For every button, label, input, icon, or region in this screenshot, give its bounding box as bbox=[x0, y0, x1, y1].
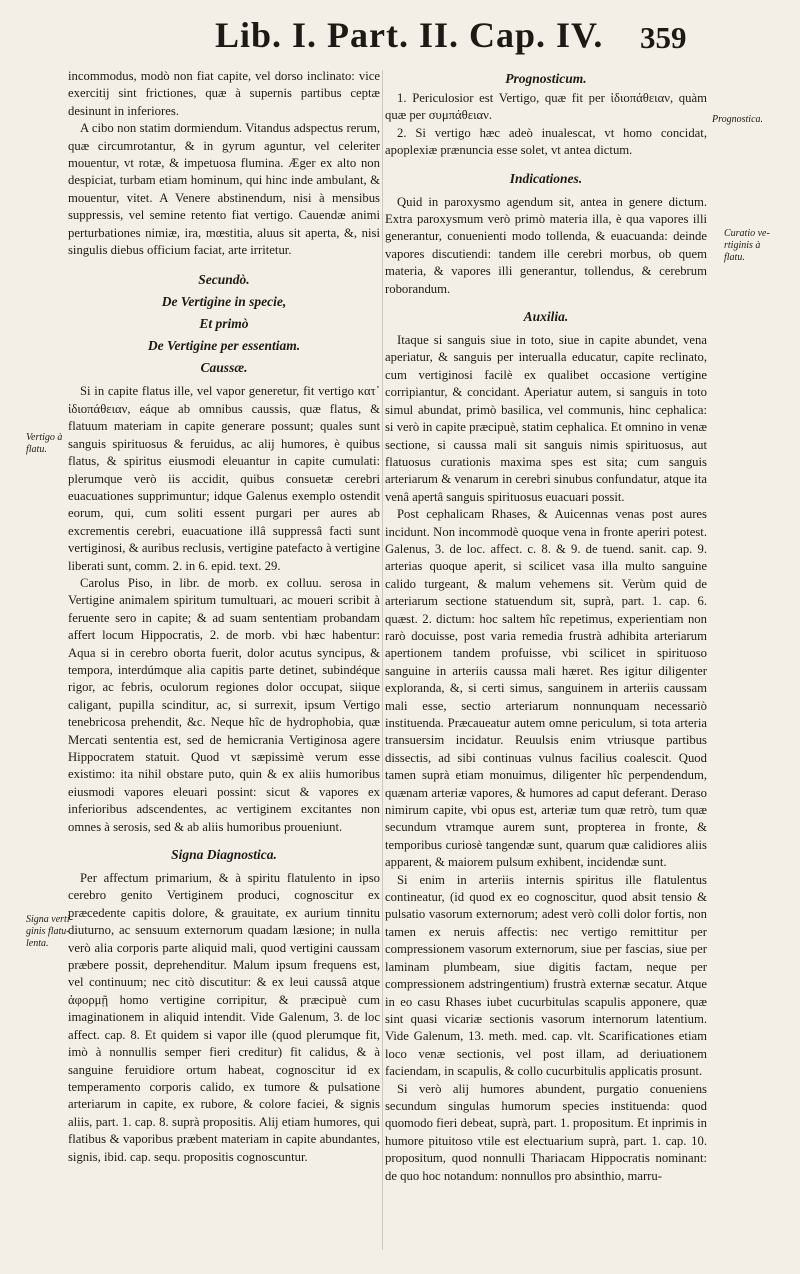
section-heading: Et primò bbox=[199, 316, 249, 332]
paragraph: Si enim in arteriis internis spiritus ille flatulentus contineatur, (id quod ex eo cognoscitur, quod absit tensio & pulsatio vasorum externorum; adest verò colli dolor fortis, non tamen ex neruis affectis: nec vertigo remittitur per compressionem vasorum externorum, siue per fascias, siue per laminam plumbeam, siue digitis factam, neque per compressionem adstringentium) frustrà externæ secatur. Atque in eo casu Rhases iubet cucurbitulas scapulis apponere, quæ sint quasi vicariæ sectionis vasorum internorum latentium. Vide Galenum, 13. meth. med. cap. vlt. Scarificationes etiam loco venæ sectionis, vel post illam, ad deriuationem faciendam, in scapulis, & collo cucurbitulis applicatis prosunt. bbox=[385, 872, 707, 1079]
section-heading: Auxilia. bbox=[523, 309, 569, 325]
margin-note-vertigo bbox=[26, 432, 62, 456]
margin-note-line: rtiginis à bbox=[724, 240, 761, 251]
right-column bbox=[385, 68, 707, 1185]
page-number: 359 bbox=[640, 20, 687, 55]
left-column bbox=[68, 68, 380, 1166]
margin-note-line: Prognostica. bbox=[712, 114, 764, 125]
section-heading: Caussæ. bbox=[200, 360, 248, 376]
column-divider bbox=[382, 70, 383, 1250]
section-heading: Secundò. bbox=[198, 272, 250, 288]
section-heading: De Vertigine per essentiam. bbox=[147, 338, 301, 354]
section-heading: Indicationes. bbox=[509, 170, 583, 186]
margin-note-line: flatu. bbox=[724, 252, 745, 263]
section-heading: Prognosticum. bbox=[505, 71, 587, 86]
margin-note-signa bbox=[26, 914, 73, 950]
margin-note-curatio bbox=[724, 228, 770, 264]
paragraph: Si in capite flatus ille, vel vapor generetur, fit vertigo κατ᾽ ἰδιοπάθειαν, eáque ab omnibus caussis, quæ flatus, & flatuum materiam in capite generare possunt; quales sunt sanguis spirituosus & feruidus, ac alij humores, è quibus flatus, & spiritus eiusmodi eleuantur in capite cumulati: plerumque verò iis accidit, quibus consuetæ cerebri euacuationes supprimuntur; idque Galenus exemplo ostendit eorum, qui, cum soliti essent purgari per aures ab excrementis cerebri, euacuatione illâ suppressâ facti sunt vertiginosi, & auribus reclusis, vertigine patefacto à vertigine liberati sunt, comm. 2. in 6. epid. text. 29. bbox=[68, 384, 380, 573]
paragraph: Per affectum primarium, & à spiritu flatulento in ipso cerebro genito Vertiginem produci, cognoscitur ex præcedente capitis dolore, & grauitate, ex aurium tinnitu diuturno, ac sensuum externorum quadam læsione; in nulla verò alia corporis parte aliquid mali, quod vertigini caussam præbere possit, deprehenditur. Malum ipsum frequens est, vel continuum; nec citò discutitur: & ex leui caussâ atque ἀφορμῇ homo vertigine corripitur, & præcipuè cum imaginationem in aliquid intendit. Vide Galenum, 3. de loc affect. cap. 8. Et quidem si vapor ille (quod plerumque fit, imò à nonnullis semper fieri creditur) fit calidus, & à sanguine feruidiore ortum habeat, cognoscitur id ex temperamento corporis calido, ex tumore & pulsatione arteriarum in capite, ex rubore, & colore faciei, & signis aliis, part. 1. cap. 8. suprà propositis. Alij etiam humores, qui flatibus & vaporibus præbent materiam in capite abundantes, signis, ibid. cap. sequ. propositis cognoscuntur. bbox=[68, 871, 380, 1164]
margin-note-line: flatu. bbox=[26, 444, 47, 455]
margin-note-prognostica bbox=[712, 114, 763, 126]
margin-note-line: lenta. bbox=[26, 938, 49, 949]
running-head-title: Lib. I. Part. II. Cap. IV. bbox=[215, 15, 604, 55]
paragraph: Carolus Piso, in libr. de morb. ex colluu. serosa in Vertigine animalem spiritum tumultuari, ac moueri scribit à feruente sero in capite; & ad suam sententiam probandam affert locum Hippocratis, 2. de morb. vbi hæc habentur: Aqua si in cerebro oborta fuerit, dolor acutus syncipus, & tempora, interdúmque alia capitis parte detinet, subindéque rigor, ac febris, oculorum regiones dolor occupat, siique caligant, pupilla scinditur, ac, si surrexit, ipsum Vertigo tenebricosa prehendit, &c. Neque hîc de hydrophobia, quæ Mercati sententia est, sed de hemicrania Vertiginosa agere Hippocratem statuit. Quod vt sæpissimè verum esse existimo: ita nihil obstare puto, quin & ex aliis humoribus eiusmodi vapores eleuari possint: sicut & vapores ex inferioribus adscendentes, ac vertiginem excitantes non omnes à serosis, sed & ab aliis humoribus proueniunt. bbox=[68, 575, 380, 834]
paragraph: Quid in paroxysmo agendum sit, antea in genere dictum. Extra paroxysmum verò primò materia illa, è qua vapores illi generantur, conuenienti modo tollenda, & euacuanda: deinde vapores discutiendi: tandem ille cerebri morbus, ob quem materia, & vapores illi generantur, tollendus, & cerebrum roborandum. bbox=[385, 194, 707, 296]
paragraph: 2. Si vertigo hæc adeò inualescat, vt homo concidat, apoplexiæ prænuncia esse solet, vt antea dictum. bbox=[385, 125, 707, 158]
section-heading: De Vertigine in specie, bbox=[161, 294, 287, 310]
paragraph: 1. Periculosior est Vertigo, quæ fit per ἰδιοπάθειαν, quàm quæ per συμπάθειαν. bbox=[385, 91, 707, 123]
margin-note-line: Curatio ve- bbox=[724, 228, 770, 239]
paragraph: Itaque si sanguis siue in toto, siue in capite abundet, vena aperiatur, & sanguis per interualla educatur, capite reclinato, cum vertiginosi facilè ex qualibet occasione vertigine corripiantur, & concidant. Aperiatur autem, si sanguis in toto simul abundat, primò basilica, vel communis, hinc cephalica: si verò in capite præcipuè, statim cephalica. Et omnino in venæ sectione, si caussa mali sit sanguis nimis spirituosus, aut flatuosus curationis maxima spes est sita; cum sanguis arteriarum & venarum in cerebri sinubus confundatur, atque ita venâ apertâ sanguis spirituosus euacuari possit. bbox=[385, 333, 707, 504]
margin-note-line: Vertigo à bbox=[26, 432, 63, 443]
paragraph: Si verò alij humores abundent, purgatio conueniens secundum singulas humorum species instituenda: quod quomodo fieri debeat, suprà, part. 1. propositum. Et inprimis in humore pituitoso vtile est electuarium suprà, part. 1. cap. 10. propositum, quod nonnulli Thariacam Hippocratis nominant: de quo hoc notandum: nonnullos pro absinthio, marru- bbox=[385, 1081, 707, 1183]
section-heading: Signa Diagnostica. bbox=[171, 847, 277, 863]
paragraph: Post cephalicam Rhases, & Auicennas venas post aures incidunt. Non incommodè quoque vena in fronte aperiri potest. Galenus, 3. de loc. affect. c. 8. & 9. de tuend. sanit. cap. 9. arterias quoque aperit, si scilicet vasa illa multo sanguine calido turgeant, & malum vehemens sit. Verùm quid de arteriarum sectione statuendum sit, suprà, part. 1. cap. 6. quæst. 2. dictum: hoc saltem hîc repetimus, experientiam non rarò docuisse, post varia remedia frustrà adhibita arteriarum apertionem tandem profuisse, vbi scilicet in spirituoso sanguine in arteriis caussa mali hæret. Res igitur diligenter exploranda, &, si certi simus, sanguinem in arteriis caussam mali esse, sectio arteriarum nonnunquam necessariò instituenda. Præcaueatur autem omne periculum, si tota arteria transuersim incidatur. Reuulsis enim vtriusque partibus dissectis, ad sibi continuas vulnus facilius coalescit. Quod tamen suprà etiam monuimus, diligenter hîc perpendendum, quænam arteriæ vapores, & humores ad caput deferant. Deraso nimirum capite, vbi opus est, arteriæ tum quæ retrò, tum quæ secundum vtramque aurem sunt, propterea in fronte, & temporibus curiosè tangendæ sunt, quarum quæ calidiores aliis apparent, & maiorem pulsum exhibent, incidendæ sunt. bbox=[385, 507, 707, 870]
paragraph: A cibo non statim dormiendum. Vitandus adspectus rerum, quæ circumrotantur, & in gyrum aguntur, vel celeriter mouentur, vt rotæ, & impetuosa flumina. Æger ex alto non despiciat, turbam etiam hominum, qui hinc inde ambulant, & mouentur, vitet. A Venere abstinendum, nisi à mensibus suppressis, vel semine retento fiat vertigo. Cauendæ animi perturbationes nimiæ, ira, mœstitia, aluus sit aperta, &, nisi singulis diebus officium faciat, arte irritetur. bbox=[68, 121, 380, 258]
paragraph: incommodus, modò non fiat capite, vel dorso inclinato: vice exercitij sint frictiones, quæ à supernis partibus ceptæ desinunt in inferiores. bbox=[68, 69, 380, 118]
margin-note-line: ginis flatu- bbox=[26, 926, 70, 937]
margin-note-line: Signa verti- bbox=[26, 914, 73, 925]
